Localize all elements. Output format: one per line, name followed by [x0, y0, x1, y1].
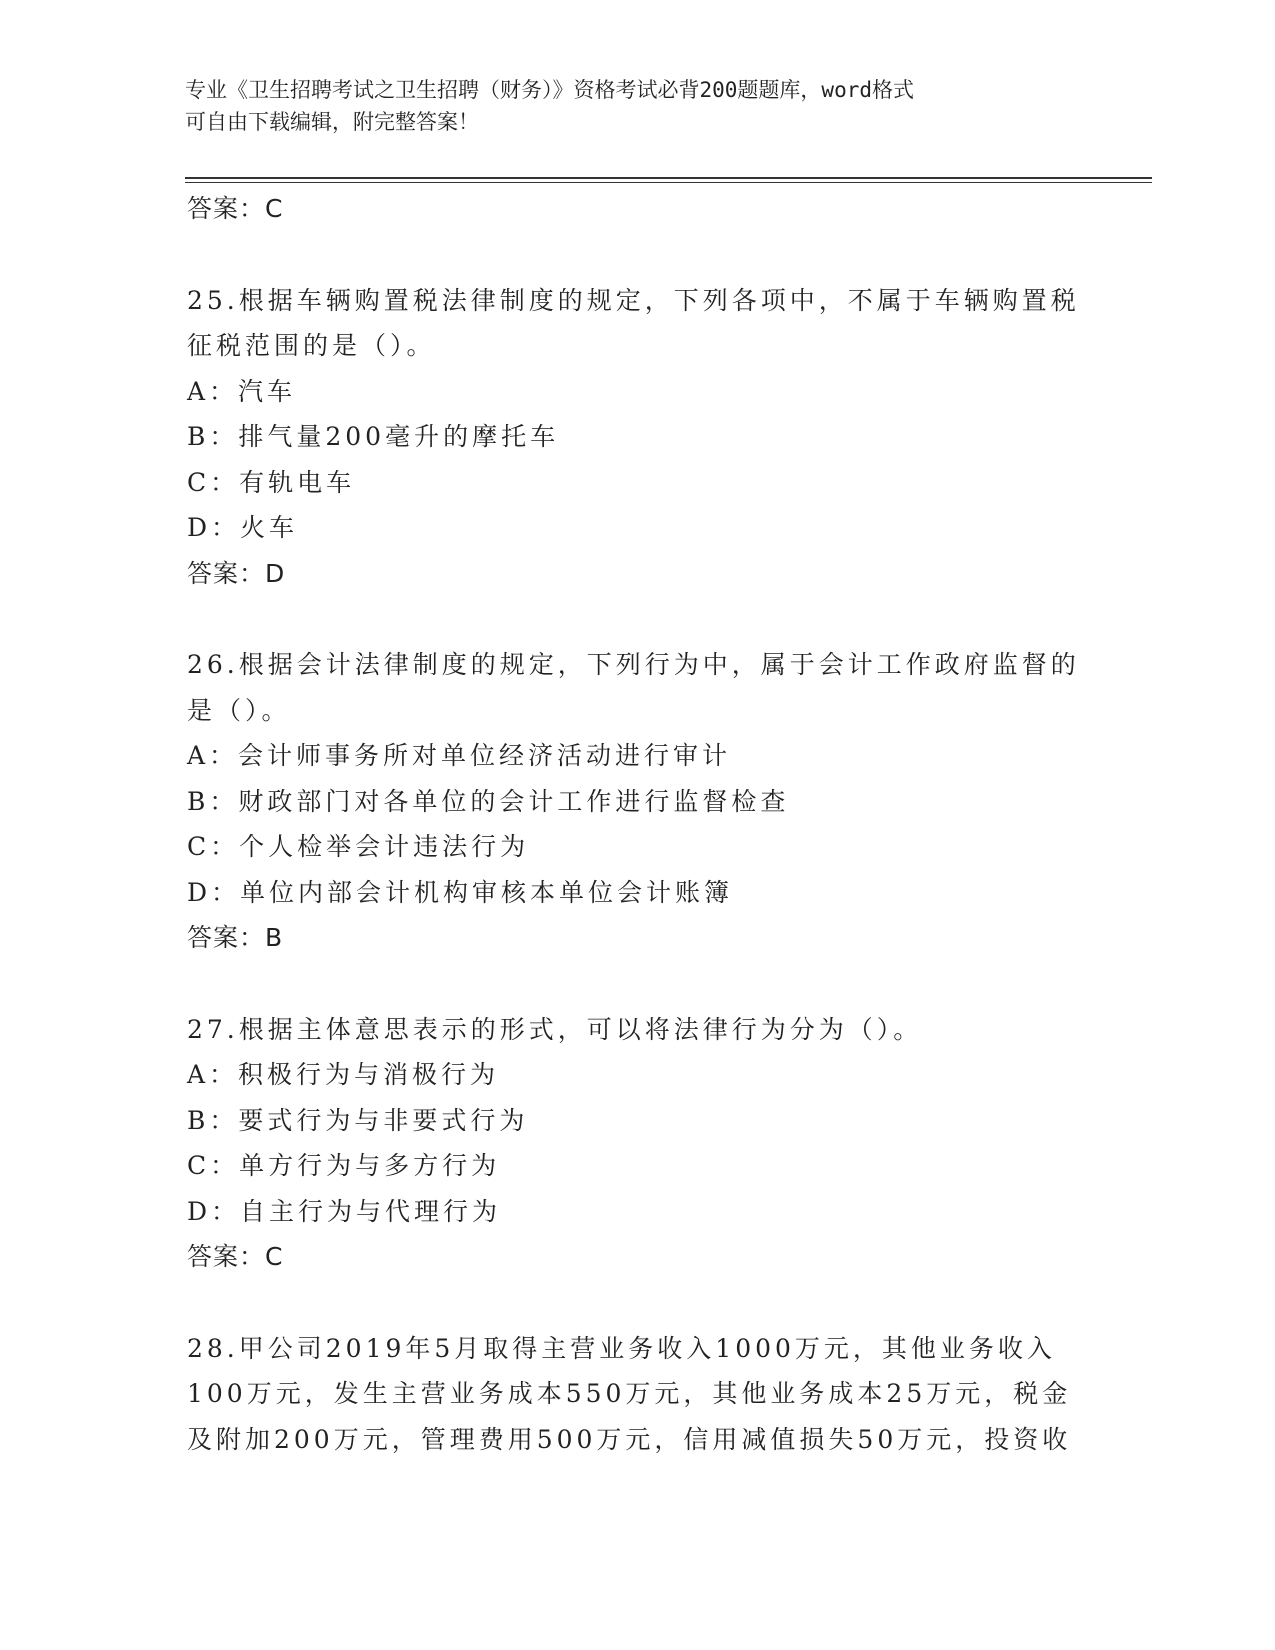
answer-line: 答案：B: [187, 923, 284, 952]
spacer: [187, 961, 1087, 1007]
question-block: [187, 1007, 1087, 1280]
spacer: [187, 596, 1087, 642]
header-line-2: 可自由下载编辑，附完整答案！: [185, 110, 479, 134]
option-b: B：要式行为与非要式行为: [187, 1105, 529, 1135]
question-stem-line: 及附加200万元，管理费用500万元，信用减值损失50万元，投资收: [187, 1424, 1072, 1454]
spacer: [187, 232, 1087, 278]
question-stem-line: 征税范围的是（）。: [187, 331, 436, 360]
option-a: A：会计师事务所对单位经济活动进行审计: [187, 741, 732, 770]
question-block: [187, 642, 1087, 961]
question-stem-line: 25.根据车辆购置税法律制度的规定，下列各项中，不属于车辆购置税: [187, 285, 1080, 315]
question-stem-line: 26.根据会计法律制度的规定，下列行为中，属于会计工作政府监督的: [187, 650, 1080, 679]
question-block: [187, 278, 1087, 597]
question-stem-line: 是（）。: [187, 695, 291, 725]
question-stem-line: 27.根据主体意思表示的形式，可以将法律行为分为（）。: [187, 1014, 923, 1044]
option-a: A：积极行为与消极行为: [187, 1060, 500, 1089]
question-stem-line: 28.甲公司2019年5月取得主营业务收入1000万元，其他业务收入: [187, 1333, 1056, 1363]
header-divider-thin: [185, 182, 1152, 183]
option-d: D：自主行为与代理行为: [187, 1196, 502, 1226]
option-b: B：财政部门对各单位的会计工作进行监督检查: [187, 786, 790, 816]
option-b: B：排气量200毫升的摩托车: [187, 422, 560, 451]
option-c: C：单方行为与多方行为: [187, 1151, 501, 1180]
header-line-1: 专业《卫生招聘考试之卫生招聘（财务）》资格考试必背200题题库，word格式: [185, 78, 914, 102]
header-divider-thick: [185, 177, 1152, 179]
question-stem-line: 100万元，发生主营业务成本550万元，其他业务成本25万元，税金: [187, 1379, 1072, 1408]
answer-line: 答案：C: [187, 1242, 284, 1271]
answer-line: 答案：C: [187, 194, 284, 223]
document-header: [185, 74, 1065, 138]
option-a: A：汽车: [187, 376, 297, 406]
option-c: C：有轨电车: [187, 467, 356, 497]
question-block: [187, 1326, 1087, 1463]
option-c: C：个人检举会计违法行为: [187, 832, 530, 861]
document-body: [187, 186, 1087, 1462]
option-d: D：火车: [187, 513, 299, 542]
option-d: D：单位内部会计机构审核本单位会计账簿: [187, 877, 734, 907]
spacer: [187, 1280, 1087, 1326]
answer-line: 答案：D: [187, 558, 286, 588]
